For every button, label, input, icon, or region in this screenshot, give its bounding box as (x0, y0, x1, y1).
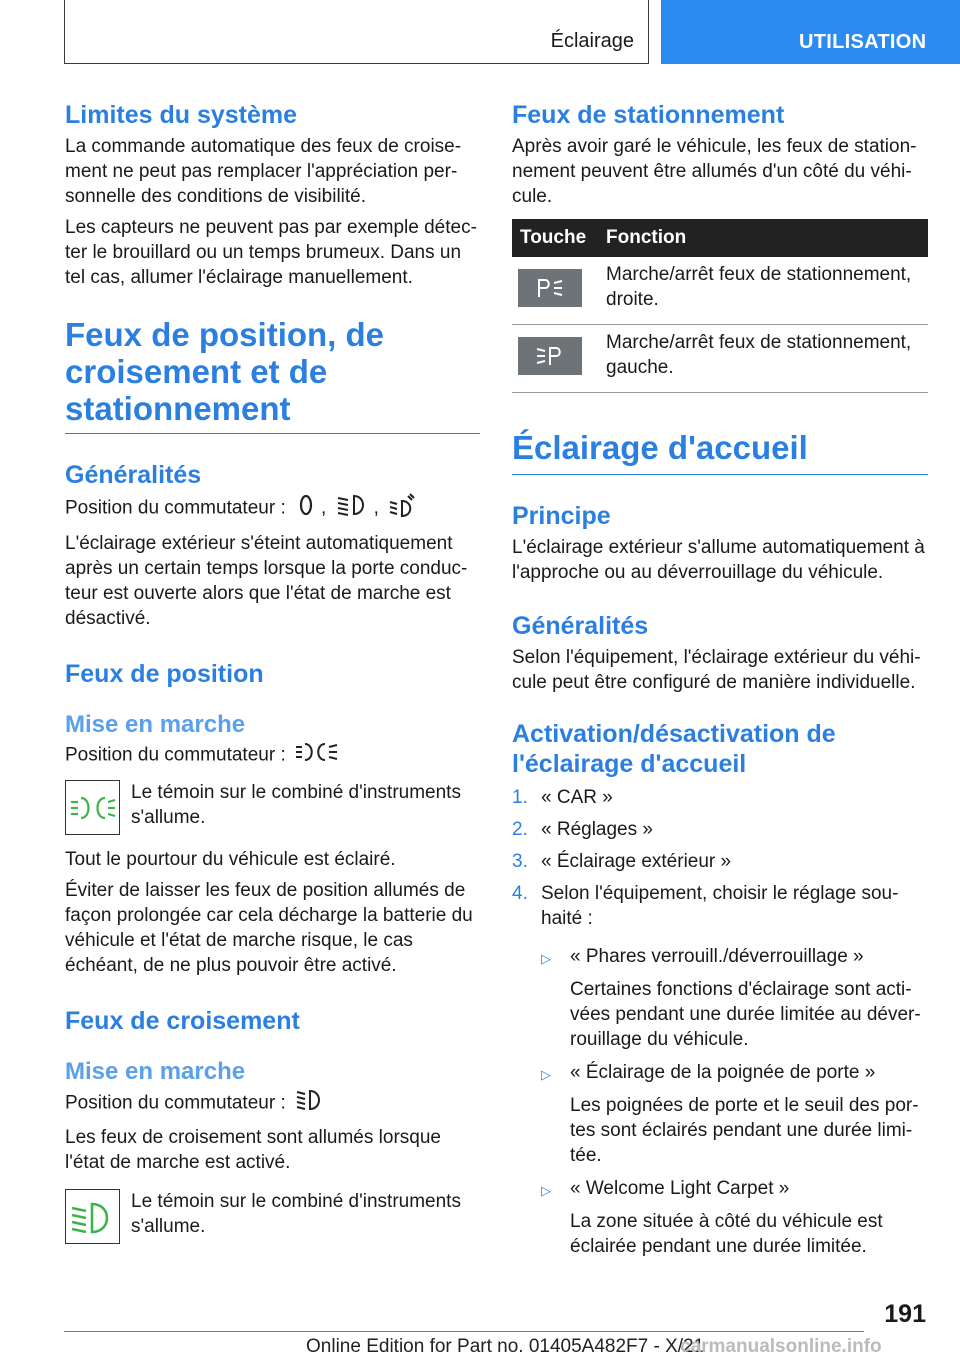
step-number: 1. (512, 787, 528, 808)
position-lights-heading: Feux de position (65, 660, 264, 688)
position-switch-label: Position du commutateur : (65, 744, 286, 766)
chapter-title: Éclairage (550, 30, 634, 52)
footer-watermark: carmanualsonline.info (680, 1336, 882, 1357)
section-title: UTILISATION (799, 31, 927, 53)
table-header-key: Touche (512, 219, 598, 257)
welcome-general-paragraph: Selon l'équipement, l'éclairage extérieur du véhi-cule peut être configuré de manière individuelle. (512, 647, 921, 693)
table-row (512, 257, 928, 325)
principle-heading: Principe (512, 502, 611, 530)
auto-light-icon (388, 492, 418, 525)
position-switch-line (65, 741, 480, 770)
page-number: 191 (884, 1300, 926, 1328)
limits-heading: Limites du système (65, 101, 298, 129)
options-list (512, 944, 928, 1259)
right-column (512, 100, 928, 1259)
low-beam-switch-icon (295, 1088, 325, 1119)
position-paragraph-2: Éviter de laisser les feux de position allumés de façon prolongée car cela décharge la batterie du véhicule et l'état de marche risque, le cas échéant, de ne plus pouvoir être activé. (65, 880, 473, 976)
header-section-tab[interactable] (661, 0, 960, 64)
low-beam-indicator-row (65, 1189, 480, 1244)
option-label: « Éclairage de la poignée de porte » (570, 1062, 876, 1083)
parking-light-left-icon[interactable] (518, 337, 582, 375)
header-chapter-box (64, 0, 649, 64)
option-label: « Welcome Light Carpet » (570, 1178, 790, 1199)
general-switch-line (65, 492, 480, 525)
welcome-heading-block (512, 429, 928, 475)
step-number: 2. (512, 819, 528, 840)
footer-rule (64, 1331, 864, 1332)
low-beam-indicator-icon (65, 1189, 120, 1244)
triangle-bullet-icon: ▷ (541, 951, 551, 966)
list-item (512, 881, 928, 931)
position-paragraph-1: Tout le pourtour du véhicule est éclairé. (65, 849, 396, 870)
list-item (512, 817, 928, 842)
position-on-heading: Mise en marche (65, 711, 246, 738)
list-item (512, 785, 928, 810)
option-description: Certaines fonctions d'éclairage sont acti-vées pendant une durée limitée au déver-rouillage du véhicule. (570, 979, 921, 1050)
low-beam-indicator-text: Le témoin sur le combiné d'instruments s'allume. (131, 1191, 461, 1237)
table-function-cell: Marche/arrêt feux de stationnement, gauche. (598, 325, 928, 393)
parking-lights-heading: Feux de stationnement (512, 101, 785, 129)
position-indicator-icon (65, 780, 120, 835)
position-light-icon (295, 741, 339, 770)
step-text: « Éclairage extérieur » (541, 851, 732, 872)
limits-paragraph-1: La commande automatique des feux de croise-ment ne peut pas remplacer l'appréciation per-sonnelle des conditions de visibilité. (65, 136, 462, 207)
step-text: « Réglages » (541, 819, 653, 840)
low-beam-on-heading: Mise en marche (65, 1058, 246, 1085)
table-function-cell: Marche/arrêt feux de stationnement, droite. (598, 257, 928, 325)
limits-paragraph-2: Les capteurs ne peuvent pas par exemple détec-ter le brouillard ou un temps brumeux. Dans un tel cas, allumer l'éclairage manuellement. (65, 217, 477, 288)
main-heading: Feux de position, de croisement et de stationnement (65, 316, 385, 427)
general-heading: Généralités (65, 461, 202, 489)
table-key-cell (512, 257, 598, 325)
footer-edition: Online Edition for Part no. 01405A482F7 - X/21 (306, 1336, 705, 1357)
position-indicator-text: Le témoin sur le combiné d'instruments s'allume. (131, 782, 461, 828)
general-switch-label: Position du commutateur : (65, 497, 286, 519)
list-item (541, 1060, 928, 1087)
steps-list (512, 785, 928, 931)
table-key-cell (512, 325, 598, 393)
low-beam-switch-line (65, 1088, 480, 1119)
low-beam-heading: Feux de croisement (65, 1007, 300, 1035)
principle-paragraph: L'éclairage extérieur s'allume automatiquement à l'approche ou au déverrouillage du véhicule. (512, 537, 925, 583)
main-heading-block (65, 316, 480, 434)
left-column (65, 100, 480, 1244)
parking-paragraph: Après avoir garé le véhicule, les feux de station-nement peuvent être allumés d'un côté du véhi-cule. (512, 136, 917, 207)
parking-table (512, 219, 928, 393)
list-item (512, 849, 928, 874)
parking-light-right-icon[interactable] (518, 269, 582, 307)
separator-2: , (373, 497, 379, 519)
welcome-general-heading: Généralités (512, 612, 649, 640)
list-item (541, 1176, 928, 1203)
list-item (541, 944, 928, 971)
option-description: Les poignées de porte et le seuil des por-tes sont éclairés pendant une durée limi-tée. (570, 1095, 919, 1166)
general-paragraph: L'éclairage extérieur s'éteint automatiquement après un certain temps lorsque la porte conduc-teur est ouverte alors que l'état de marche est désactivé. (65, 533, 468, 629)
light-off-icon (295, 493, 317, 524)
table-row (512, 325, 928, 393)
step-number: 4. (512, 883, 528, 904)
low-beam-icon (336, 493, 370, 524)
position-indicator-row (65, 780, 480, 835)
table-header-row (512, 219, 928, 257)
welcome-heading: Éclairage d'accueil (512, 429, 808, 466)
separator-1: , (321, 497, 327, 519)
triangle-bullet-icon: ▷ (541, 1183, 551, 1198)
step-text: Selon l'équipement, choisir le réglage sou-haité : (541, 883, 899, 929)
option-description: La zone située à côté du véhicule est éclairée pendant une durée limitée. (570, 1211, 883, 1257)
option-label: « Phares verrouill./déverrouillage » (570, 946, 864, 967)
activation-heading: Activation/désactivation de l'éclairage d'accueil (512, 720, 836, 778)
table-header-function: Fonction (598, 219, 928, 257)
step-number: 3. (512, 851, 528, 872)
triangle-bullet-icon: ▷ (541, 1067, 551, 1082)
step-text: « CAR » (541, 787, 613, 808)
low-beam-switch-label: Position du commutateur : (65, 1092, 286, 1114)
low-beam-paragraph: Les feux de croisement sont allumés lorsque l'état de marche est activé. (65, 1127, 441, 1173)
